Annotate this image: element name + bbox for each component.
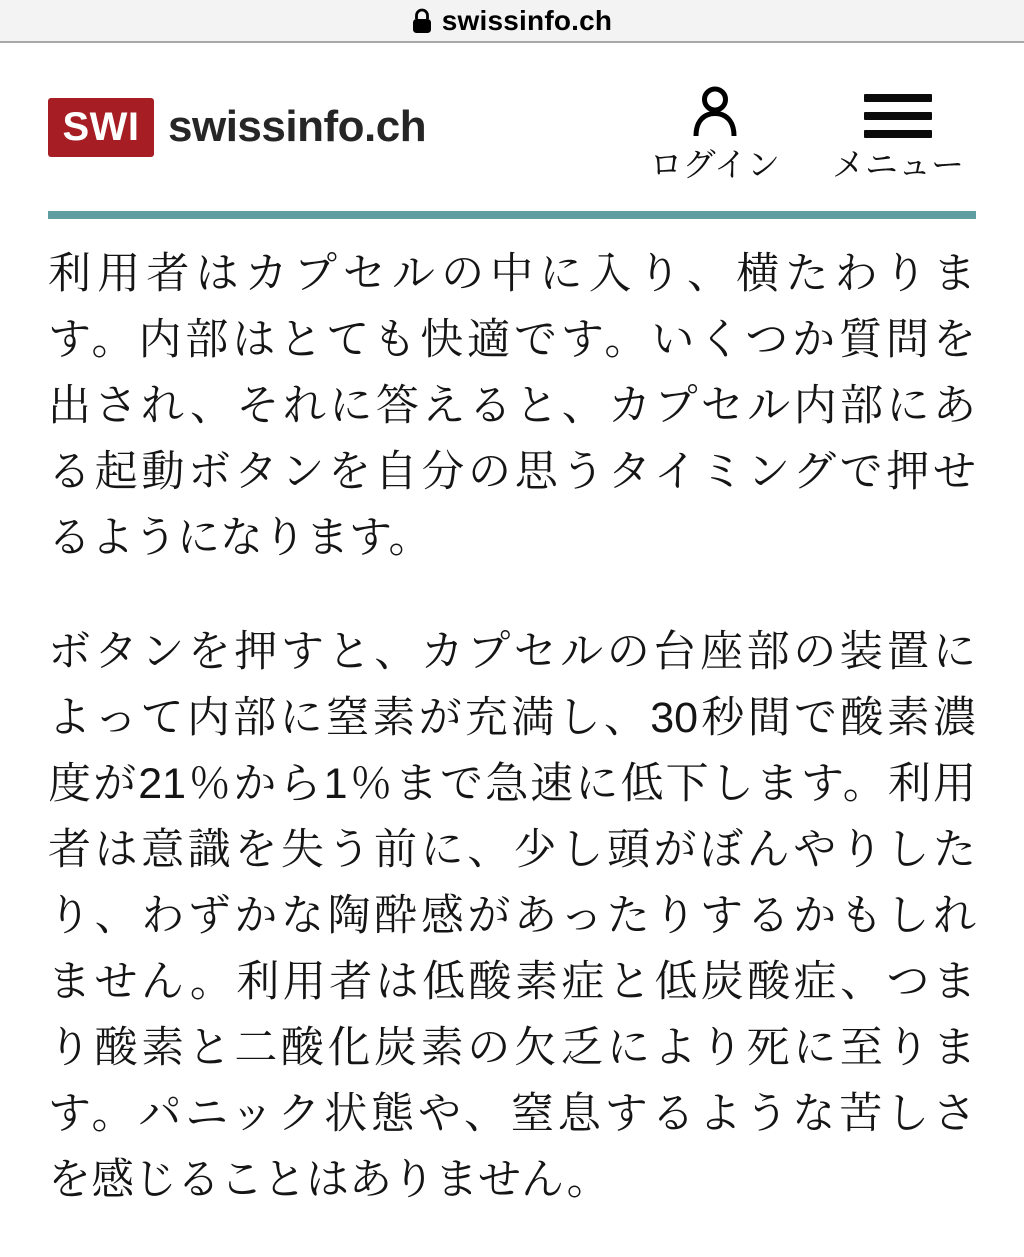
paragraph (48, 241, 976, 571)
browser-url-bar[interactable] (0, 0, 1024, 43)
url-text: swissinfo.ch (441, 4, 613, 36)
text-line: り、わずかな陶酔感があったりするかもしれ (48, 892, 976, 940)
lock-icon (412, 7, 432, 35)
text-line: ません。利用者は低酸素症と低炭酸症、つま (48, 958, 976, 1006)
teal-divider (48, 211, 976, 219)
text-line: す。内部はとても快適です。いくつか質問を (48, 316, 976, 364)
text-line: よって内部に窒素が充満し、30秒間で酸素濃 (48, 694, 976, 742)
article-body (0, 219, 1024, 1213)
menu-button[interactable] (832, 84, 964, 184)
site-wordmark: swissinfo.ch (168, 102, 427, 151)
user-icon (687, 86, 743, 140)
paragraph (48, 619, 976, 1213)
text-line: 度が21％から1％まで急速に低下します。利用 (48, 760, 976, 808)
header-actions (650, 84, 964, 184)
text-line: ボタンを押すと、カプセルの台座部の装置に (48, 628, 976, 676)
login-button[interactable] (650, 84, 780, 184)
text-line: る起動ボタンを自分の思うタイミングで押せ (48, 448, 976, 496)
text-line: 者は意識を失う前に、少し頭がぼんやりした (48, 826, 976, 874)
text-line: 利用者はカプセルの中に入り、横たわりま (48, 250, 976, 298)
swi-logo-badge-text: SWI (62, 104, 140, 149)
hamburger-icon (864, 92, 932, 140)
swi-logo-badge (48, 98, 154, 157)
site-logo[interactable] (48, 98, 426, 157)
menu-label: メニュー (832, 146, 964, 183)
text-line: す。パニック状態や、窒息するような苦しさ (48, 1090, 976, 1138)
text-line: を感じることはありません。 (48, 1156, 610, 1204)
text-line: るようになります。 (48, 514, 432, 562)
login-label: ログイン (649, 146, 780, 183)
text-line: り酸素と二酸化炭素の欠乏により死に至りま (48, 1024, 976, 1072)
text-line: 出され、それに答えると、カプセル内部にあ (48, 382, 976, 430)
site-header (0, 43, 1024, 211)
